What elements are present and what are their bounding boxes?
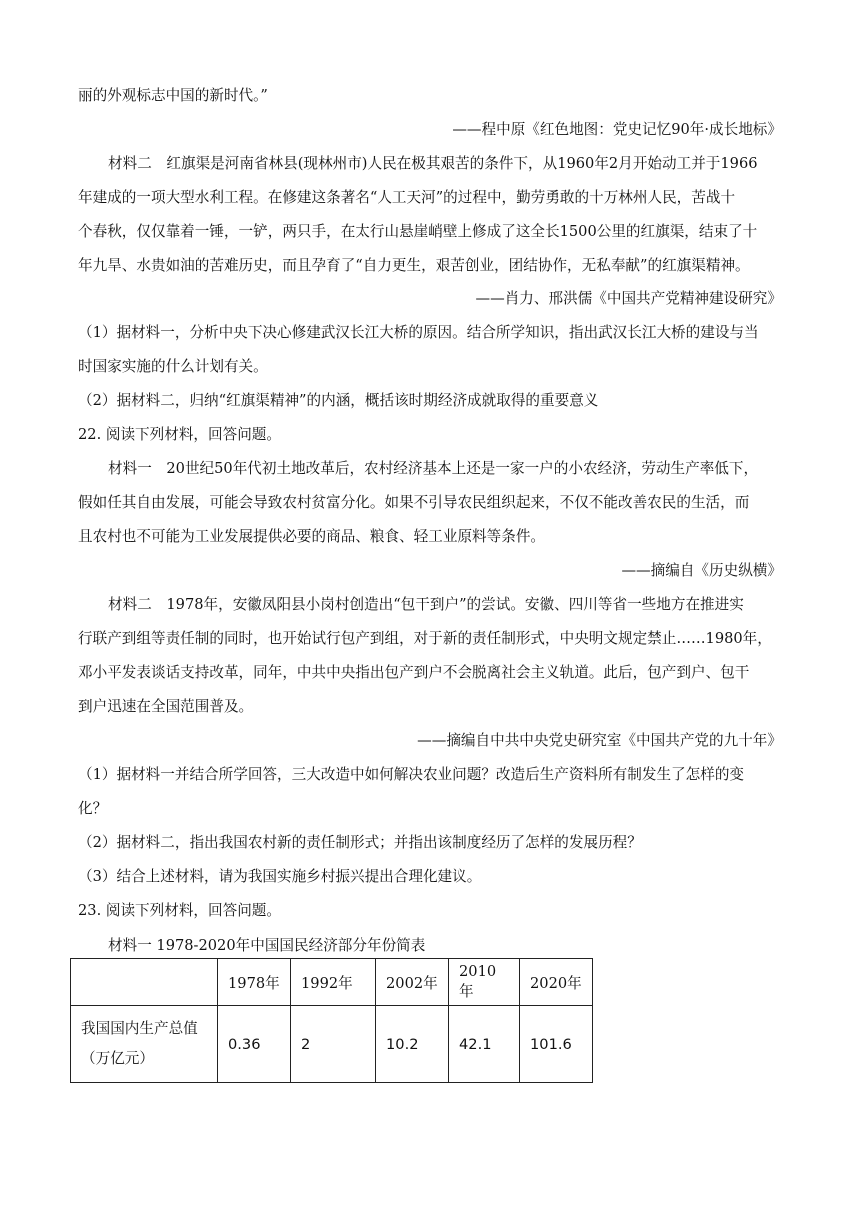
question-line: （3）结合上述材料，请为我国实施乡村振兴提出合理化建议。 <box>78 868 482 885</box>
text-line: 假如任其自由发展，可能会导致农村贫富分化。如果不引导农民组织起来，不仅不能改善农民的生活，而 <box>78 494 750 511</box>
text-line: 且农村也不可能为工业发展提供必要的商品、粮食、轻工业原料等条件。 <box>78 528 546 545</box>
question-line: （1）据材料一并结合所学回答，三大改造中如何解决农业问题？改造后生产资料所有制发生了怎样的变 <box>78 766 745 783</box>
question-line: （2）据材料二，指出我国农村新的责任制形式；并指出该制度经历了怎样的发展历程？ <box>78 834 642 851</box>
text-line: 材料二 红旗渠是河南省林县(现林州市)人民在极其艰苦的条件下，从1960年2月开始动工并于1966 <box>108 155 758 172</box>
table-header-cell <box>71 959 218 1006</box>
question-line: 时国家实施的什么计划有关。 <box>78 358 268 375</box>
citation-line: ——肖力、邢洪儒《中国共产党精神建设研究》 <box>475 290 782 307</box>
table-cell: 10.2 <box>376 1006 449 1083</box>
economy-table <box>70 958 593 1083</box>
table-cell: 0.36 <box>218 1006 291 1083</box>
text-line: 行联产到组等责任制的同时，也开始试行包产到组，对于新的责任制形式，中央明文规定禁止……1980年， <box>78 630 772 647</box>
table-header-cell: 2002年 <box>376 959 449 1006</box>
table-header-row <box>71 959 593 1006</box>
text-line: 邓小平发表谈话支持改革，同年，中共中央指出包产到户不会脱离社会主义轨道。此后，包产到户、包干 <box>78 664 750 681</box>
text-line: 年九旱、水贵如油的苦难历史，而且孕育了“自力更生，艰苦创业，团结协作，无私奉献”的红旗渠精神。 <box>78 257 750 274</box>
table-cell: 101.6 <box>520 1006 593 1083</box>
question-line: （2）据材料二，归纳“红旗渠精神”的内涵，概括该时期经济成就取得的重要意义 <box>78 392 599 409</box>
citation-line: ——摘编自《历史纵横》 <box>621 562 782 579</box>
text-line: 丽的外观标志中国的新时代。” <box>78 87 268 104</box>
text-line: 到户迅速在全国范围普及。 <box>78 698 254 715</box>
text-line: 个春秋，仅仅靠着一锤，一铲，两只手，在太行山悬崖峭壁上修成了这全长1500公里的红旗渠，结束了十 <box>78 223 758 240</box>
table-cell: 42.1 <box>449 1006 520 1083</box>
table-header-cell: 2020年 <box>520 959 593 1006</box>
table-caption: 材料一 1978-2020年中国国民经济部分年份简表 <box>108 937 426 954</box>
table-header-cell: 2010年 <box>449 959 520 1006</box>
question-heading: 23. 阅读下列材料，回答问题。 <box>78 902 281 919</box>
question-heading: 22. 阅读下列材料，回答问题。 <box>78 426 281 443</box>
table-header-cell: 1978年 <box>218 959 291 1006</box>
text-line: 材料一 20世纪50年代初土地改革后，农村经济基本上还是一家一户的小农经济，劳动生产率低下， <box>108 460 759 477</box>
question-line: 化？ <box>78 800 108 817</box>
table-header-cell: 1992年 <box>291 959 376 1006</box>
citation-line: ——程中原《红色地图：党史记忆90年·成长地标》 <box>452 121 782 138</box>
row-label-line-2: （万亿元） <box>81 1050 154 1067</box>
question-line: （1）据材料一，分析中央下决心修建武汉长江大桥的原因。结合所学知识，指出武汉长江大桥的建设与当 <box>78 324 759 341</box>
text-line: 年建成的一项大型水利工程。在修建这条著名“人工天河”的过程中，勤劳勇敢的十万林州人民，苦战十 <box>78 189 736 206</box>
row-label-line-1: 我国国内生产总值 <box>81 1020 198 1037</box>
row-label <box>71 1006 218 1083</box>
table-cell: 2 <box>291 1006 376 1083</box>
text-line: 材料二 1978年，安徽凤阳县小岗村创造出“包干到户”的尝试。安徽、四川等省一些地方在推进实 <box>108 596 744 613</box>
citation-line: ——摘编自中共中央党史研究室《中国共产党的九十年》 <box>417 732 782 749</box>
table-row <box>71 1006 593 1083</box>
